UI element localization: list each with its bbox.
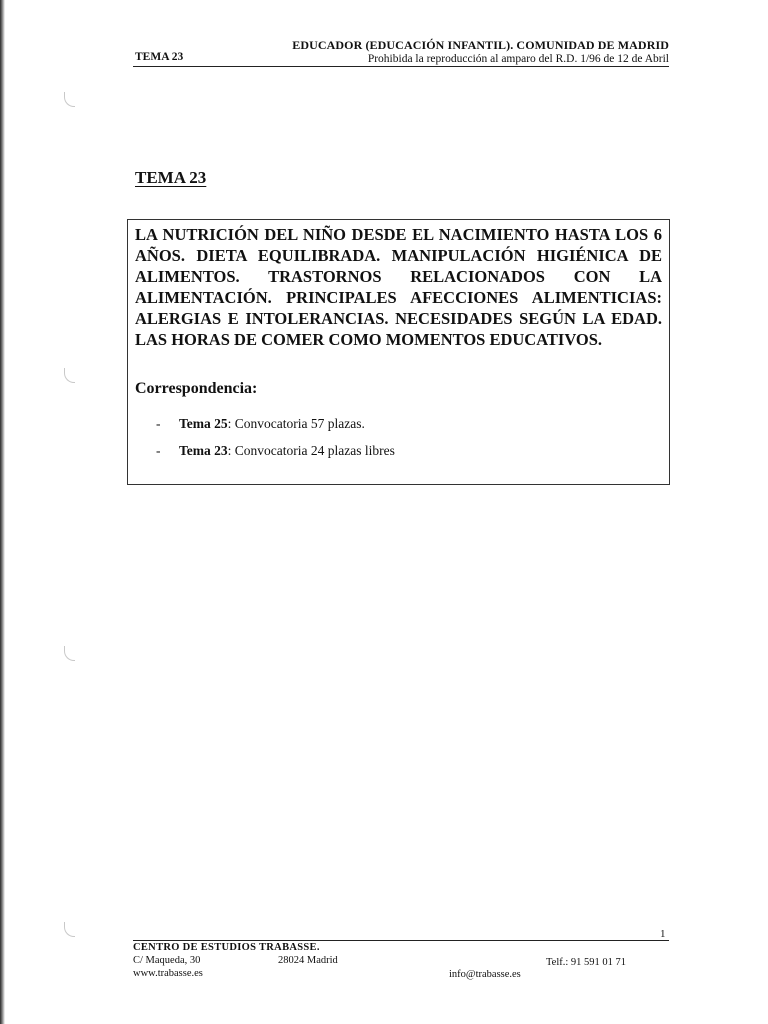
topic-text: LA NUTRICIÓN DEL NIÑO DESDE EL NACIMIENTO HASTA LOS 6 AÑOS. DIETA EQUILIBRADA. MANIPULACIÓN HIGIÉNICA DE ALIMENTOS. TRASTORNOS RELACIONADOS CON LA ALIMENTACIÓN. PRINCIPALES AFECCIONES ALIMENTICIAS: ALERGIAS E INTOLERANCIAS. NECESIDADES SEGÚN LA EDAD. LAS HORAS DE COMER COMO MOMENTOS EDUCATIVOS. <box>135 225 662 349</box>
footer-address: C/ Maqueda, 30 <box>133 955 201 966</box>
correspondencia-heading: Correspondencia: <box>135 380 258 397</box>
list-item <box>156 416 395 443</box>
list-item-tema: Tema 25 <box>179 416 228 431</box>
list-dash: - <box>156 416 161 431</box>
punch-hole-mark <box>64 922 75 937</box>
footer-postal-code: 28024 Madrid <box>278 955 338 966</box>
footer-email: info@trabasse.es <box>449 969 521 980</box>
header-title: EDUCADOR (EDUCACIÓN INFANTIL). COMUNIDAD DE MADRID <box>292 38 669 52</box>
footer-phone: Telf.: 91 591 01 71 <box>546 957 627 968</box>
punch-hole-mark <box>64 92 75 107</box>
page-number: 1 <box>660 928 666 940</box>
header-divider <box>133 66 669 67</box>
footer-organization: CENTRO DE ESTUDIOS TRABASSE. <box>133 942 320 953</box>
tema-title: TEMA 23 <box>135 168 207 187</box>
list-item-tema: Tema 23 <box>179 443 228 458</box>
list-item <box>156 443 395 470</box>
punch-hole-mark <box>64 646 75 661</box>
correspondencia-list <box>156 416 395 470</box>
scan-edge-shadow <box>0 0 5 1024</box>
header-tema: TEMA 23 <box>135 51 184 63</box>
list-item-text: : Convocatoria 57 plazas. <box>227 416 365 431</box>
punch-hole-mark <box>64 368 75 383</box>
list-item-text: : Convocatoria 24 plazas libres <box>227 443 395 458</box>
footer-website: www.trabasse.es <box>133 968 203 979</box>
header-copyright: Prohibida la reproducción al amparo del R.D. 1/96 de 12 de Abril <box>367 53 669 65</box>
footer-divider <box>133 940 669 941</box>
list-dash: - <box>156 443 161 458</box>
topic-box <box>127 219 670 485</box>
